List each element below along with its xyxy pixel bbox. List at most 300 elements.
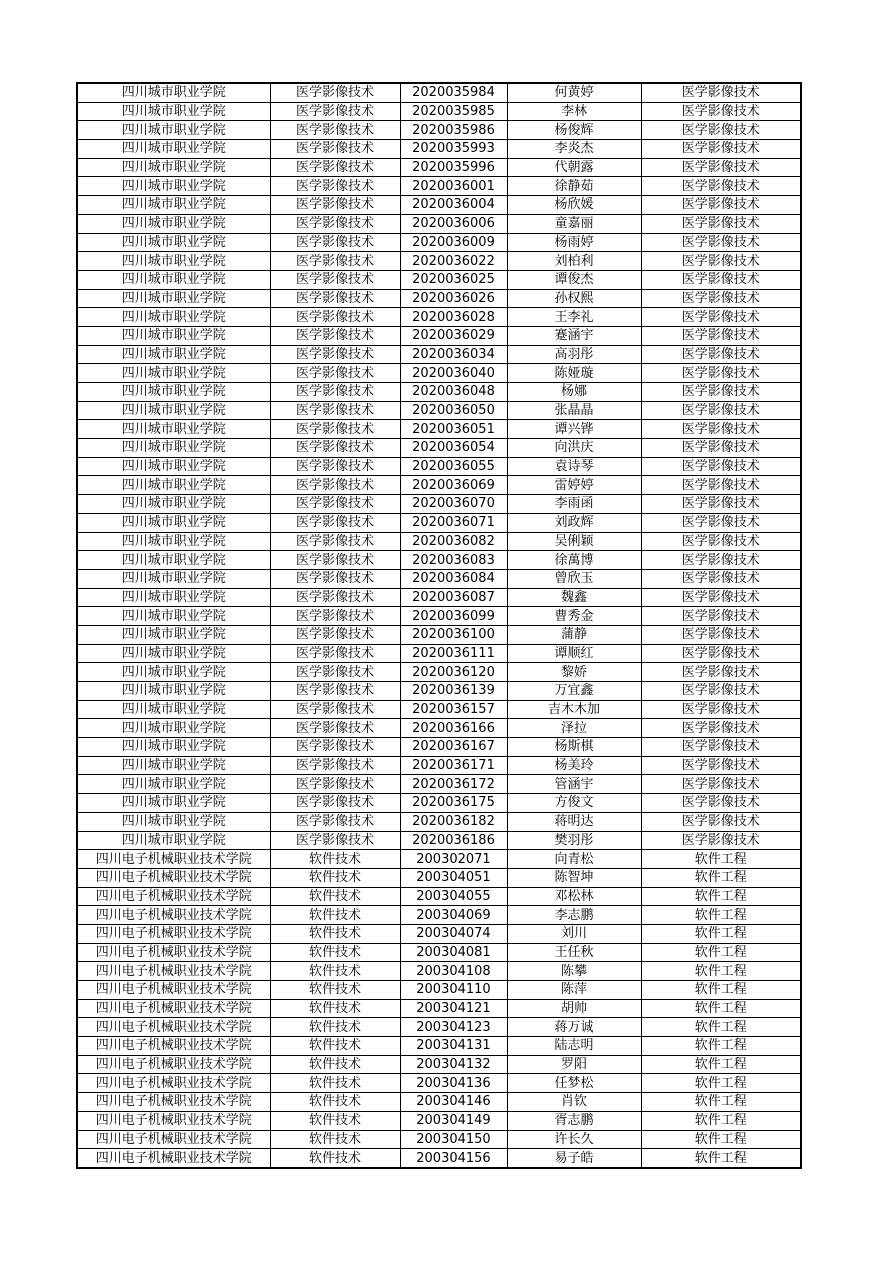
student-id-cell: 200304149 xyxy=(400,1111,507,1130)
school-cell: 四川城市职业学院 xyxy=(77,196,270,215)
target-major-cell: 医学影像技术 xyxy=(641,513,801,532)
table-row xyxy=(77,326,801,345)
school-cell: 四川城市职业学院 xyxy=(77,289,270,308)
student-id-cell: 2020036139 xyxy=(400,682,507,701)
student-name-cell: 何黄婷 xyxy=(507,83,641,102)
student-id-cell: 2020036171 xyxy=(400,756,507,775)
student-id-cell: 200304150 xyxy=(400,1130,507,1149)
major-cell: 软件技术 xyxy=(270,1093,400,1112)
major-cell: 医学影像技术 xyxy=(270,177,400,196)
student-id-cell: 2020036054 xyxy=(400,439,507,458)
major-cell: 医学影像技术 xyxy=(270,457,400,476)
target-major-cell: 医学影像技术 xyxy=(641,252,801,271)
table-row xyxy=(77,233,801,252)
school-cell: 四川城市职业学院 xyxy=(77,326,270,345)
student-id-cell: 2020036029 xyxy=(400,326,507,345)
student-name-cell: 向洪庆 xyxy=(507,439,641,458)
table-row xyxy=(77,513,801,532)
student-name-cell: 向青松 xyxy=(507,850,641,869)
major-cell: 医学影像技术 xyxy=(270,196,400,215)
student-name-cell: 杨斯棋 xyxy=(507,738,641,757)
student-id-cell: 2020036022 xyxy=(400,252,507,271)
student-id-cell: 2020036071 xyxy=(400,513,507,532)
table-row xyxy=(77,140,801,159)
major-cell: 医学影像技术 xyxy=(270,401,400,420)
school-cell: 四川城市职业学院 xyxy=(77,495,270,514)
table-row xyxy=(77,663,801,682)
table-row xyxy=(77,868,801,887)
school-cell: 四川城市职业学院 xyxy=(77,794,270,813)
table-row xyxy=(77,1093,801,1112)
table-row xyxy=(77,682,801,701)
table-row xyxy=(77,196,801,215)
student-name-cell: 胡帅 xyxy=(507,999,641,1018)
school-cell: 四川城市职业学院 xyxy=(77,420,270,439)
major-cell: 医学影像技术 xyxy=(270,252,400,271)
school-cell: 四川电子机械职业技术学院 xyxy=(77,999,270,1018)
student-name-cell: 蹇涵宇 xyxy=(507,326,641,345)
school-cell: 四川城市职业学院 xyxy=(77,401,270,420)
table-row xyxy=(77,214,801,233)
major-cell: 软件技术 xyxy=(270,1074,400,1093)
school-cell: 四川电子机械职业技术学院 xyxy=(77,1018,270,1037)
table-row xyxy=(77,775,801,794)
student-id-cell: 2020036087 xyxy=(400,588,507,607)
target-major-cell: 软件工程 xyxy=(641,1149,801,1168)
major-cell: 医学影像技术 xyxy=(270,513,400,532)
table-row xyxy=(77,1018,801,1037)
school-cell: 四川城市职业学院 xyxy=(77,439,270,458)
school-cell: 四川电子机械职业技术学院 xyxy=(77,1093,270,1112)
major-cell: 软件技术 xyxy=(270,999,400,1018)
student-name-cell: 李炎杰 xyxy=(507,140,641,159)
major-cell: 医学影像技术 xyxy=(270,308,400,327)
table-row xyxy=(77,532,801,551)
table-row xyxy=(77,83,801,102)
school-cell: 四川城市职业学院 xyxy=(77,682,270,701)
table-row xyxy=(77,850,801,869)
student-name-cell: 肖钦 xyxy=(507,1093,641,1112)
target-major-cell: 医学影像技术 xyxy=(641,625,801,644)
target-major-cell: 软件工程 xyxy=(641,1093,801,1112)
student-name-cell: 王任秋 xyxy=(507,943,641,962)
school-cell: 四川城市职业学院 xyxy=(77,756,270,775)
student-id-cell: 200302071 xyxy=(400,850,507,869)
major-cell: 软件技术 xyxy=(270,943,400,962)
table-row xyxy=(77,943,801,962)
student-name-cell: 王李礼 xyxy=(507,308,641,327)
target-major-cell: 医学影像技术 xyxy=(641,420,801,439)
target-major-cell: 医学影像技术 xyxy=(641,532,801,551)
target-major-cell: 软件工程 xyxy=(641,850,801,869)
school-cell: 四川城市职业学院 xyxy=(77,551,270,570)
student-name-cell: 陈娅璇 xyxy=(507,364,641,383)
student-id-cell: 2020036069 xyxy=(400,476,507,495)
major-cell: 软件技术 xyxy=(270,1111,400,1130)
major-cell: 软件技术 xyxy=(270,1055,400,1074)
major-cell: 医学影像技术 xyxy=(270,326,400,345)
student-name-cell: 孙权熙 xyxy=(507,289,641,308)
student-name-cell: 谭顺红 xyxy=(507,644,641,663)
school-cell: 四川电子机械职业技术学院 xyxy=(77,943,270,962)
target-major-cell: 医学影像技术 xyxy=(641,364,801,383)
major-cell: 软件技术 xyxy=(270,981,400,1000)
student-name-cell: 刘柏利 xyxy=(507,252,641,271)
student-id-cell: 200304074 xyxy=(400,924,507,943)
student-id-cell: 2020036172 xyxy=(400,775,507,794)
school-cell: 四川城市职业学院 xyxy=(77,158,270,177)
student-name-cell: 樊羽彤 xyxy=(507,831,641,850)
student-name-cell: 蒲静 xyxy=(507,625,641,644)
major-cell: 医学影像技术 xyxy=(270,719,400,738)
table-row xyxy=(77,102,801,121)
table-row xyxy=(77,1111,801,1130)
school-cell: 四川城市职业学院 xyxy=(77,383,270,402)
student-name-cell: 童嘉丽 xyxy=(507,214,641,233)
school-cell: 四川电子机械职业技术学院 xyxy=(77,1074,270,1093)
table-row xyxy=(77,812,801,831)
school-cell: 四川城市职业学院 xyxy=(77,569,270,588)
student-id-cell: 200304108 xyxy=(400,962,507,981)
school-cell: 四川城市职业学院 xyxy=(77,625,270,644)
major-cell: 医学影像技术 xyxy=(270,364,400,383)
target-major-cell: 医学影像技术 xyxy=(641,831,801,850)
table-row xyxy=(77,831,801,850)
table-row xyxy=(77,476,801,495)
school-cell: 四川城市职业学院 xyxy=(77,513,270,532)
student-name-cell: 杨娜 xyxy=(507,383,641,402)
school-cell: 四川城市职业学院 xyxy=(77,812,270,831)
table-row xyxy=(77,1149,801,1168)
school-cell: 四川城市职业学院 xyxy=(77,83,270,102)
target-major-cell: 软件工程 xyxy=(641,924,801,943)
table-row xyxy=(77,756,801,775)
school-cell: 四川城市职业学院 xyxy=(77,476,270,495)
student-name-cell: 胥志鹏 xyxy=(507,1111,641,1130)
school-cell: 四川电子机械职业技术学院 xyxy=(77,1037,270,1056)
school-cell: 四川城市职业学院 xyxy=(77,607,270,626)
table-row xyxy=(77,364,801,383)
school-cell: 四川城市职业学院 xyxy=(77,233,270,252)
student-id-cell: 2020036120 xyxy=(400,663,507,682)
table-row xyxy=(77,719,801,738)
student-id-cell: 2020036175 xyxy=(400,794,507,813)
student-name-cell: 吴俐颖 xyxy=(507,532,641,551)
table-row xyxy=(77,700,801,719)
school-cell: 四川城市职业学院 xyxy=(77,270,270,289)
student-id-cell: 200304156 xyxy=(400,1149,507,1168)
student-id-cell: 2020036084 xyxy=(400,569,507,588)
target-major-cell: 医学影像技术 xyxy=(641,607,801,626)
major-cell: 医学影像技术 xyxy=(270,756,400,775)
student-id-cell: 200304110 xyxy=(400,981,507,1000)
target-major-cell: 医学影像技术 xyxy=(641,177,801,196)
student-name-cell: 易子皓 xyxy=(507,1149,641,1168)
student-id-cell: 200304146 xyxy=(400,1093,507,1112)
school-cell: 四川城市职业学院 xyxy=(77,364,270,383)
table-row xyxy=(77,1130,801,1149)
target-major-cell: 软件工程 xyxy=(641,1074,801,1093)
student-name-cell: 管涵宇 xyxy=(507,775,641,794)
school-cell: 四川城市职业学院 xyxy=(77,214,270,233)
student-id-cell: 200304069 xyxy=(400,906,507,925)
student-name-cell: 张晶晶 xyxy=(507,401,641,420)
student-id-cell: 2020036051 xyxy=(400,420,507,439)
student-name-cell: 方俊文 xyxy=(507,794,641,813)
student-name-cell: 蒋明达 xyxy=(507,812,641,831)
target-major-cell: 医学影像技术 xyxy=(641,289,801,308)
student-id-cell: 200304051 xyxy=(400,868,507,887)
target-major-cell: 医学影像技术 xyxy=(641,663,801,682)
table-row xyxy=(77,588,801,607)
table-row xyxy=(77,962,801,981)
target-major-cell: 医学影像技术 xyxy=(641,270,801,289)
student-name-cell: 谭兴铧 xyxy=(507,420,641,439)
target-major-cell: 医学影像技术 xyxy=(641,719,801,738)
table-row xyxy=(77,345,801,364)
roster-table xyxy=(76,82,802,1169)
table-row xyxy=(77,495,801,514)
student-name-cell: 任梦松 xyxy=(507,1074,641,1093)
target-major-cell: 医学影像技术 xyxy=(641,569,801,588)
student-id-cell: 200304123 xyxy=(400,1018,507,1037)
school-cell: 四川电子机械职业技术学院 xyxy=(77,906,270,925)
table-row xyxy=(77,177,801,196)
table-row xyxy=(77,794,801,813)
table-row xyxy=(77,1074,801,1093)
school-cell: 四川城市职业学院 xyxy=(77,252,270,271)
major-cell: 医学影像技术 xyxy=(270,214,400,233)
school-cell: 四川电子机械职业技术学院 xyxy=(77,1149,270,1168)
school-cell: 四川城市职业学院 xyxy=(77,663,270,682)
student-id-cell: 2020036100 xyxy=(400,625,507,644)
student-id-cell: 2020036048 xyxy=(400,383,507,402)
target-major-cell: 医学影像技术 xyxy=(641,308,801,327)
school-cell: 四川城市职业学院 xyxy=(77,588,270,607)
target-major-cell: 医学影像技术 xyxy=(641,196,801,215)
major-cell: 软件技术 xyxy=(270,962,400,981)
student-name-cell: 李雨函 xyxy=(507,495,641,514)
student-name-cell: 徐静茹 xyxy=(507,177,641,196)
major-cell: 医学影像技术 xyxy=(270,83,400,102)
table-row xyxy=(77,738,801,757)
major-cell: 医学影像技术 xyxy=(270,270,400,289)
student-id-cell: 2020036099 xyxy=(400,607,507,626)
student-id-cell: 2020036111 xyxy=(400,644,507,663)
student-id-cell: 2020036186 xyxy=(400,831,507,850)
student-id-cell: 200304136 xyxy=(400,1074,507,1093)
student-id-cell: 2020036001 xyxy=(400,177,507,196)
table-row xyxy=(77,289,801,308)
student-name-cell: 万宜鑫 xyxy=(507,682,641,701)
target-major-cell: 医学影像技术 xyxy=(641,326,801,345)
major-cell: 医学影像技术 xyxy=(270,532,400,551)
school-cell: 四川城市职业学院 xyxy=(77,738,270,757)
school-cell: 四川城市职业学院 xyxy=(77,140,270,159)
roster-body xyxy=(77,83,801,1168)
table-row xyxy=(77,457,801,476)
major-cell: 软件技术 xyxy=(270,906,400,925)
major-cell: 医学影像技术 xyxy=(270,569,400,588)
student-id-cell: 2020036167 xyxy=(400,738,507,757)
table-row xyxy=(77,158,801,177)
student-name-cell: 吉木木加 xyxy=(507,700,641,719)
student-name-cell: 魏鑫 xyxy=(507,588,641,607)
student-name-cell: 李林 xyxy=(507,102,641,121)
target-major-cell: 医学影像技术 xyxy=(641,102,801,121)
school-cell: 四川电子机械职业技术学院 xyxy=(77,1055,270,1074)
major-cell: 医学影像技术 xyxy=(270,831,400,850)
target-major-cell: 软件工程 xyxy=(641,962,801,981)
school-cell: 四川电子机械职业技术学院 xyxy=(77,850,270,869)
target-major-cell: 医学影像技术 xyxy=(641,383,801,402)
student-name-cell: 杨雨婷 xyxy=(507,233,641,252)
school-cell: 四川城市职业学院 xyxy=(77,121,270,140)
table-row xyxy=(77,569,801,588)
table-row xyxy=(77,308,801,327)
school-cell: 四川城市职业学院 xyxy=(77,700,270,719)
target-major-cell: 软件工程 xyxy=(641,1055,801,1074)
major-cell: 医学影像技术 xyxy=(270,140,400,159)
target-major-cell: 医学影像技术 xyxy=(641,644,801,663)
major-cell: 医学影像技术 xyxy=(270,588,400,607)
major-cell: 医学影像技术 xyxy=(270,102,400,121)
major-cell: 软件技术 xyxy=(270,1149,400,1168)
table-row xyxy=(77,383,801,402)
major-cell: 医学影像技术 xyxy=(270,738,400,757)
major-cell: 医学影像技术 xyxy=(270,439,400,458)
student-id-cell: 200304055 xyxy=(400,887,507,906)
student-name-cell: 陈智坤 xyxy=(507,868,641,887)
student-id-cell: 200304132 xyxy=(400,1055,507,1074)
table-row xyxy=(77,644,801,663)
major-cell: 医学影像技术 xyxy=(270,682,400,701)
target-major-cell: 医学影像技术 xyxy=(641,345,801,364)
student-id-cell: 2020036040 xyxy=(400,364,507,383)
student-name-cell: 蒋万诚 xyxy=(507,1018,641,1037)
student-name-cell: 徐萬博 xyxy=(507,551,641,570)
major-cell: 医学影像技术 xyxy=(270,794,400,813)
target-major-cell: 软件工程 xyxy=(641,1018,801,1037)
student-name-cell: 袁诗琴 xyxy=(507,457,641,476)
student-id-cell: 2020036050 xyxy=(400,401,507,420)
target-major-cell: 医学影像技术 xyxy=(641,83,801,102)
school-cell: 四川电子机械职业技术学院 xyxy=(77,1130,270,1149)
major-cell: 医学影像技术 xyxy=(270,625,400,644)
table-row xyxy=(77,981,801,1000)
major-cell: 医学影像技术 xyxy=(270,644,400,663)
major-cell: 医学影像技术 xyxy=(270,775,400,794)
student-name-cell: 黎娇 xyxy=(507,663,641,682)
major-cell: 医学影像技术 xyxy=(270,607,400,626)
student-id-cell: 2020036028 xyxy=(400,308,507,327)
target-major-cell: 医学影像技术 xyxy=(641,682,801,701)
major-cell: 软件技术 xyxy=(270,1130,400,1149)
target-major-cell: 医学影像技术 xyxy=(641,700,801,719)
student-id-cell: 2020036009 xyxy=(400,233,507,252)
major-cell: 医学影像技术 xyxy=(270,121,400,140)
student-id-cell: 200304131 xyxy=(400,1037,507,1056)
student-id-cell: 2020036166 xyxy=(400,719,507,738)
student-id-cell: 200304121 xyxy=(400,999,507,1018)
school-cell: 四川电子机械职业技术学院 xyxy=(77,868,270,887)
target-major-cell: 医学影像技术 xyxy=(641,457,801,476)
target-major-cell: 软件工程 xyxy=(641,1130,801,1149)
table-row xyxy=(77,924,801,943)
student-name-cell: 陆志明 xyxy=(507,1037,641,1056)
roster-sheet xyxy=(76,82,800,1169)
major-cell: 医学影像技术 xyxy=(270,383,400,402)
target-major-cell: 医学影像技术 xyxy=(641,588,801,607)
student-name-cell: 陈萍 xyxy=(507,981,641,1000)
table-row xyxy=(77,420,801,439)
target-major-cell: 医学影像技术 xyxy=(641,738,801,757)
school-cell: 四川城市职业学院 xyxy=(77,457,270,476)
student-name-cell: 邓松林 xyxy=(507,887,641,906)
table-row xyxy=(77,1055,801,1074)
student-name-cell: 代朝露 xyxy=(507,158,641,177)
target-major-cell: 软件工程 xyxy=(641,943,801,962)
school-cell: 四川电子机械职业技术学院 xyxy=(77,924,270,943)
student-id-cell: 2020036004 xyxy=(400,196,507,215)
major-cell: 医学影像技术 xyxy=(270,158,400,177)
student-id-cell: 2020036055 xyxy=(400,457,507,476)
major-cell: 医学影像技术 xyxy=(270,495,400,514)
target-major-cell: 医学影像技术 xyxy=(641,439,801,458)
table-row xyxy=(77,1037,801,1056)
major-cell: 软件技术 xyxy=(270,924,400,943)
table-row xyxy=(77,551,801,570)
major-cell: 医学影像技术 xyxy=(270,345,400,364)
student-id-cell: 2020036026 xyxy=(400,289,507,308)
major-cell: 医学影像技术 xyxy=(270,233,400,252)
target-major-cell: 软件工程 xyxy=(641,887,801,906)
student-name-cell: 泽拉 xyxy=(507,719,641,738)
school-cell: 四川城市职业学院 xyxy=(77,532,270,551)
target-major-cell: 软件工程 xyxy=(641,981,801,1000)
target-major-cell: 软件工程 xyxy=(641,1111,801,1130)
student-id-cell: 2020036157 xyxy=(400,700,507,719)
school-cell: 四川城市职业学院 xyxy=(77,177,270,196)
major-cell: 医学影像技术 xyxy=(270,551,400,570)
target-major-cell: 医学影像技术 xyxy=(641,551,801,570)
student-name-cell: 陈攀 xyxy=(507,962,641,981)
school-cell: 四川城市职业学院 xyxy=(77,831,270,850)
table-row xyxy=(77,439,801,458)
table-row xyxy=(77,607,801,626)
table-row xyxy=(77,887,801,906)
major-cell: 医学影像技术 xyxy=(270,700,400,719)
student-name-cell: 杨俊辉 xyxy=(507,121,641,140)
school-cell: 四川城市职业学院 xyxy=(77,345,270,364)
school-cell: 四川城市职业学院 xyxy=(77,644,270,663)
student-name-cell: 李志鹏 xyxy=(507,906,641,925)
student-name-cell: 刘川 xyxy=(507,924,641,943)
student-name-cell: 雷婷婷 xyxy=(507,476,641,495)
student-id-cell: 2020036083 xyxy=(400,551,507,570)
major-cell: 软件技术 xyxy=(270,1018,400,1037)
student-name-cell: 高羽彤 xyxy=(507,345,641,364)
student-name-cell: 刘政辉 xyxy=(507,513,641,532)
school-cell: 四川城市职业学院 xyxy=(77,308,270,327)
student-name-cell: 曾欣玉 xyxy=(507,569,641,588)
student-id-cell: 2020036082 xyxy=(400,532,507,551)
major-cell: 医学影像技术 xyxy=(270,289,400,308)
table-row xyxy=(77,625,801,644)
table-row xyxy=(77,252,801,271)
student-id-cell: 2020035984 xyxy=(400,83,507,102)
school-cell: 四川电子机械职业技术学院 xyxy=(77,887,270,906)
